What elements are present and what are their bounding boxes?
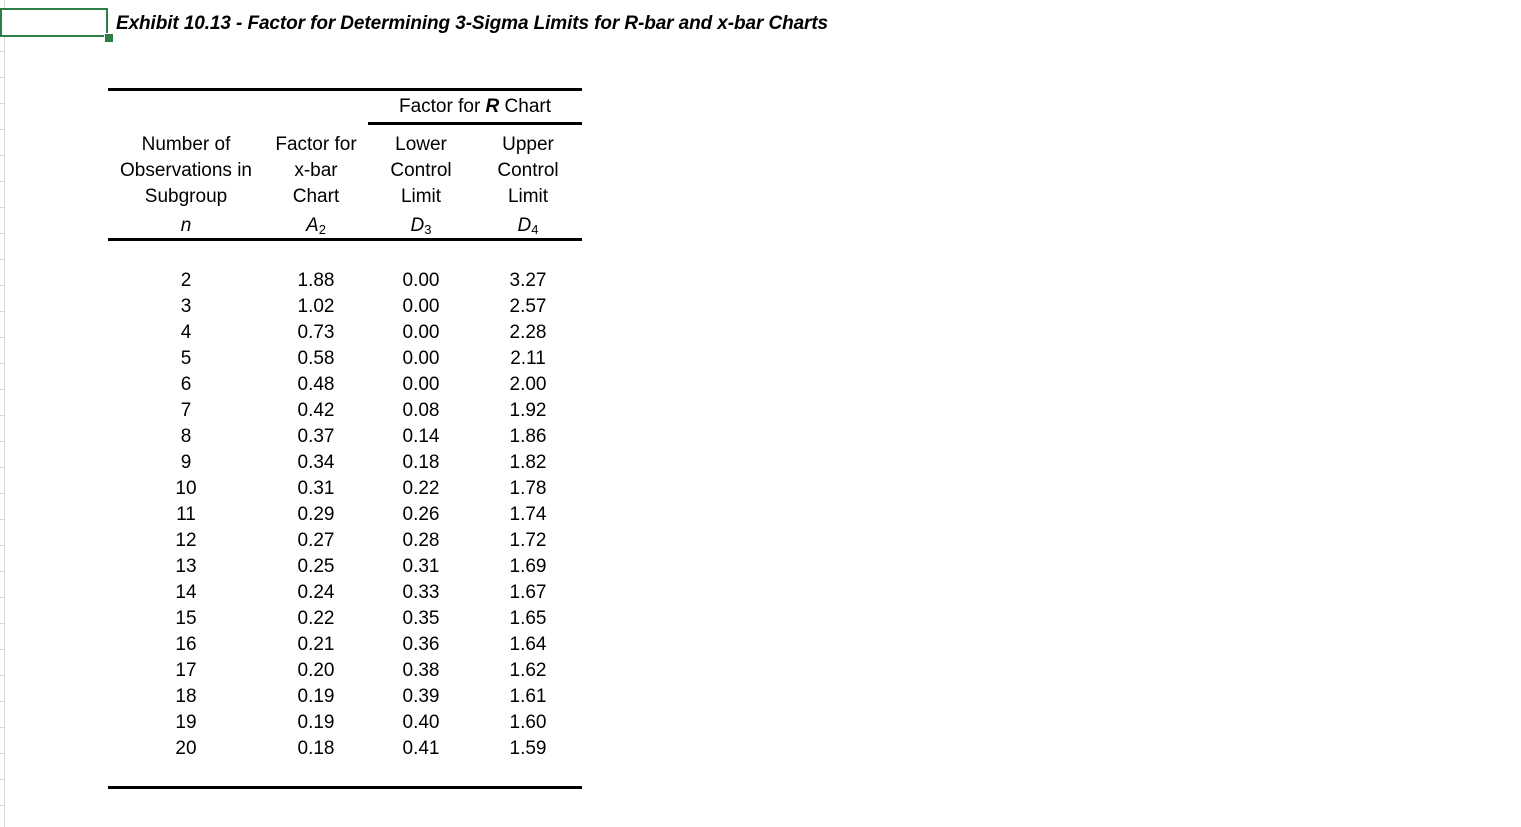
table-cell[interactable]: 1.67 bbox=[509, 582, 547, 603]
table-cell[interactable]: 0.35 bbox=[402, 608, 440, 629]
table-cell[interactable]: 1.82 bbox=[509, 452, 547, 473]
table-cell[interactable]: 0.58 bbox=[297, 348, 335, 369]
group-header-prefix: Factor for bbox=[398, 96, 486, 117]
table-cell[interactable]: 0.33 bbox=[402, 582, 440, 603]
table-cell[interactable]: 1.02 bbox=[297, 296, 335, 317]
col-header-line: Limit bbox=[507, 186, 549, 207]
column-a2 bbox=[264, 268, 368, 762]
table-cell[interactable]: 0.29 bbox=[297, 504, 335, 525]
table-cell[interactable]: 0.19 bbox=[297, 686, 335, 707]
table-cell[interactable]: 3.27 bbox=[509, 270, 547, 291]
col-header-line: Observations in bbox=[119, 160, 252, 181]
table-cell[interactable]: 3 bbox=[180, 296, 192, 317]
col-header-d4 bbox=[474, 132, 582, 210]
table-cell[interactable]: 7 bbox=[180, 400, 192, 421]
table-cell[interactable]: 16 bbox=[175, 634, 197, 655]
exhibit-title: Exhibit 10.13 - Factor for Determining 3-Sigma Limits for R-bar and x-bar Charts bbox=[116, 13, 829, 34]
table-cell[interactable]: 1.72 bbox=[509, 530, 547, 551]
table-cell[interactable]: 0.18 bbox=[297, 738, 335, 759]
table-bottom-rule bbox=[108, 786, 582, 789]
symbol-subscript: 3 bbox=[424, 222, 432, 237]
table-cell[interactable]: 2.57 bbox=[509, 296, 547, 317]
table-cell[interactable]: 6 bbox=[180, 374, 192, 395]
table-cell[interactable]: 0.18 bbox=[402, 452, 440, 473]
symbol-a2 bbox=[264, 213, 368, 243]
col-header-line: Subgroup bbox=[144, 186, 228, 207]
col-header-line: Chart bbox=[292, 186, 340, 207]
col-header-line: Number of bbox=[141, 134, 231, 155]
table-cell[interactable]: 1.78 bbox=[509, 478, 547, 499]
symbol-d4 bbox=[474, 213, 582, 243]
table-cell[interactable]: 15 bbox=[175, 608, 197, 629]
col-header-line: x-bar bbox=[294, 160, 338, 181]
column-d3 bbox=[368, 268, 474, 762]
group-header-suffix: Chart bbox=[499, 96, 552, 117]
table-cell[interactable]: 1.88 bbox=[297, 270, 335, 291]
symbol-letter: D bbox=[410, 215, 425, 236]
table-cell[interactable]: 0.36 bbox=[402, 634, 440, 655]
table-cell[interactable]: 0.38 bbox=[402, 660, 440, 681]
table-cell[interactable]: 0.31 bbox=[402, 556, 440, 577]
table-cell[interactable]: 0.24 bbox=[297, 582, 335, 603]
row-gridlines bbox=[0, 0, 5, 827]
table-cell[interactable]: 0.27 bbox=[297, 530, 335, 551]
table-cell[interactable]: 0.20 bbox=[297, 660, 335, 681]
table-cell[interactable]: 0.00 bbox=[402, 322, 440, 343]
col-header-line: Control bbox=[390, 160, 452, 181]
symbol-letter: D bbox=[517, 215, 532, 236]
table-cell[interactable]: 0.26 bbox=[402, 504, 440, 525]
symbol-d3 bbox=[368, 213, 474, 243]
table-cell[interactable]: 1.92 bbox=[509, 400, 547, 421]
table-cell[interactable]: 0.19 bbox=[297, 712, 335, 733]
col-header-line: Factor for bbox=[275, 134, 357, 155]
table-cell[interactable]: 1.59 bbox=[509, 738, 547, 759]
table-cell[interactable]: 9 bbox=[180, 452, 192, 473]
table-cell[interactable]: 0.40 bbox=[402, 712, 440, 733]
table-cell[interactable]: 1.65 bbox=[509, 608, 547, 629]
column-d4 bbox=[474, 268, 582, 762]
r-chart-group-rule bbox=[368, 122, 582, 125]
table-cell[interactable]: 0.22 bbox=[402, 478, 440, 499]
table-cell[interactable]: 20 bbox=[175, 738, 197, 759]
table-cell[interactable]: 0.00 bbox=[402, 348, 440, 369]
table-cell[interactable]: 19 bbox=[175, 712, 197, 733]
table-cell[interactable]: 5 bbox=[180, 348, 192, 369]
table-cell[interactable]: 12 bbox=[175, 530, 197, 551]
table-cell[interactable]: 0.39 bbox=[402, 686, 440, 707]
table-top-rule bbox=[108, 88, 582, 91]
table-cell[interactable]: 2 bbox=[180, 270, 192, 291]
column-n bbox=[108, 268, 264, 762]
col-header-n bbox=[108, 132, 264, 210]
table-cell[interactable]: 1.60 bbox=[509, 712, 547, 733]
col-header-d3 bbox=[368, 132, 474, 210]
table-cell[interactable]: 0.08 bbox=[402, 400, 440, 421]
symbol-letter: n bbox=[180, 215, 192, 236]
table-cell[interactable]: 10 bbox=[175, 478, 197, 499]
col-header-line: Lower bbox=[395, 134, 447, 155]
table-cell[interactable]: 14 bbox=[175, 582, 197, 603]
symbol-letter: A bbox=[306, 215, 319, 236]
table-cell[interactable]: 1.64 bbox=[509, 634, 547, 655]
table-cell[interactable]: 1.86 bbox=[509, 426, 547, 447]
table-cell[interactable]: 2.28 bbox=[509, 322, 547, 343]
col-header-line: Upper bbox=[502, 134, 554, 155]
r-chart-group-header bbox=[368, 94, 582, 120]
table-cell[interactable]: 0.34 bbox=[297, 452, 335, 473]
fill-handle[interactable] bbox=[104, 33, 114, 43]
col-header-line: Control bbox=[497, 160, 559, 181]
table-cell[interactable]: 0.48 bbox=[297, 374, 335, 395]
table-cell[interactable]: 2.00 bbox=[509, 374, 547, 395]
symbol-n bbox=[108, 213, 264, 243]
table-cell[interactable]: 0.37 bbox=[297, 426, 335, 447]
table-cell[interactable]: 11 bbox=[176, 504, 196, 525]
table-cell[interactable]: 1.74 bbox=[509, 504, 547, 525]
table-cell[interactable]: 0.42 bbox=[297, 400, 335, 421]
table-cell[interactable]: 2.11 bbox=[510, 348, 546, 369]
table-cell[interactable]: 0.73 bbox=[297, 322, 335, 343]
table-cell[interactable]: 1.61 bbox=[509, 686, 547, 707]
table-cell[interactable]: 17 bbox=[175, 660, 197, 681]
table-cell[interactable]: 13 bbox=[175, 556, 197, 577]
table-cell[interactable]: 0.00 bbox=[402, 296, 440, 317]
table-cell[interactable]: 0.21 bbox=[297, 634, 335, 655]
table-cell[interactable]: 0.25 bbox=[297, 556, 335, 577]
group-header-emphasis: R bbox=[485, 96, 500, 117]
col-header-a2 bbox=[264, 132, 368, 210]
table-cell[interactable]: 8 bbox=[180, 426, 192, 447]
col-header-line: Limit bbox=[400, 186, 442, 207]
table-cell[interactable]: 1.69 bbox=[509, 556, 547, 577]
table-cell[interactable]: 0.00 bbox=[402, 270, 440, 291]
symbol-subscript: 2 bbox=[318, 222, 326, 237]
table-cell[interactable]: 0.22 bbox=[297, 608, 335, 629]
table-cell[interactable]: 0.41 bbox=[402, 738, 440, 759]
symbol-subscript: 4 bbox=[531, 222, 539, 237]
table-cell[interactable]: 0.00 bbox=[402, 374, 440, 395]
table-cell[interactable]: 1.62 bbox=[509, 660, 547, 681]
table-cell[interactable]: 0.14 bbox=[402, 426, 440, 447]
table-cell[interactable]: 0.31 bbox=[297, 478, 335, 499]
table-cell[interactable]: 4 bbox=[180, 322, 192, 343]
table-cell[interactable]: 18 bbox=[175, 686, 197, 707]
selected-cell-a1[interactable] bbox=[0, 8, 108, 37]
table-cell[interactable]: 0.28 bbox=[402, 530, 440, 551]
